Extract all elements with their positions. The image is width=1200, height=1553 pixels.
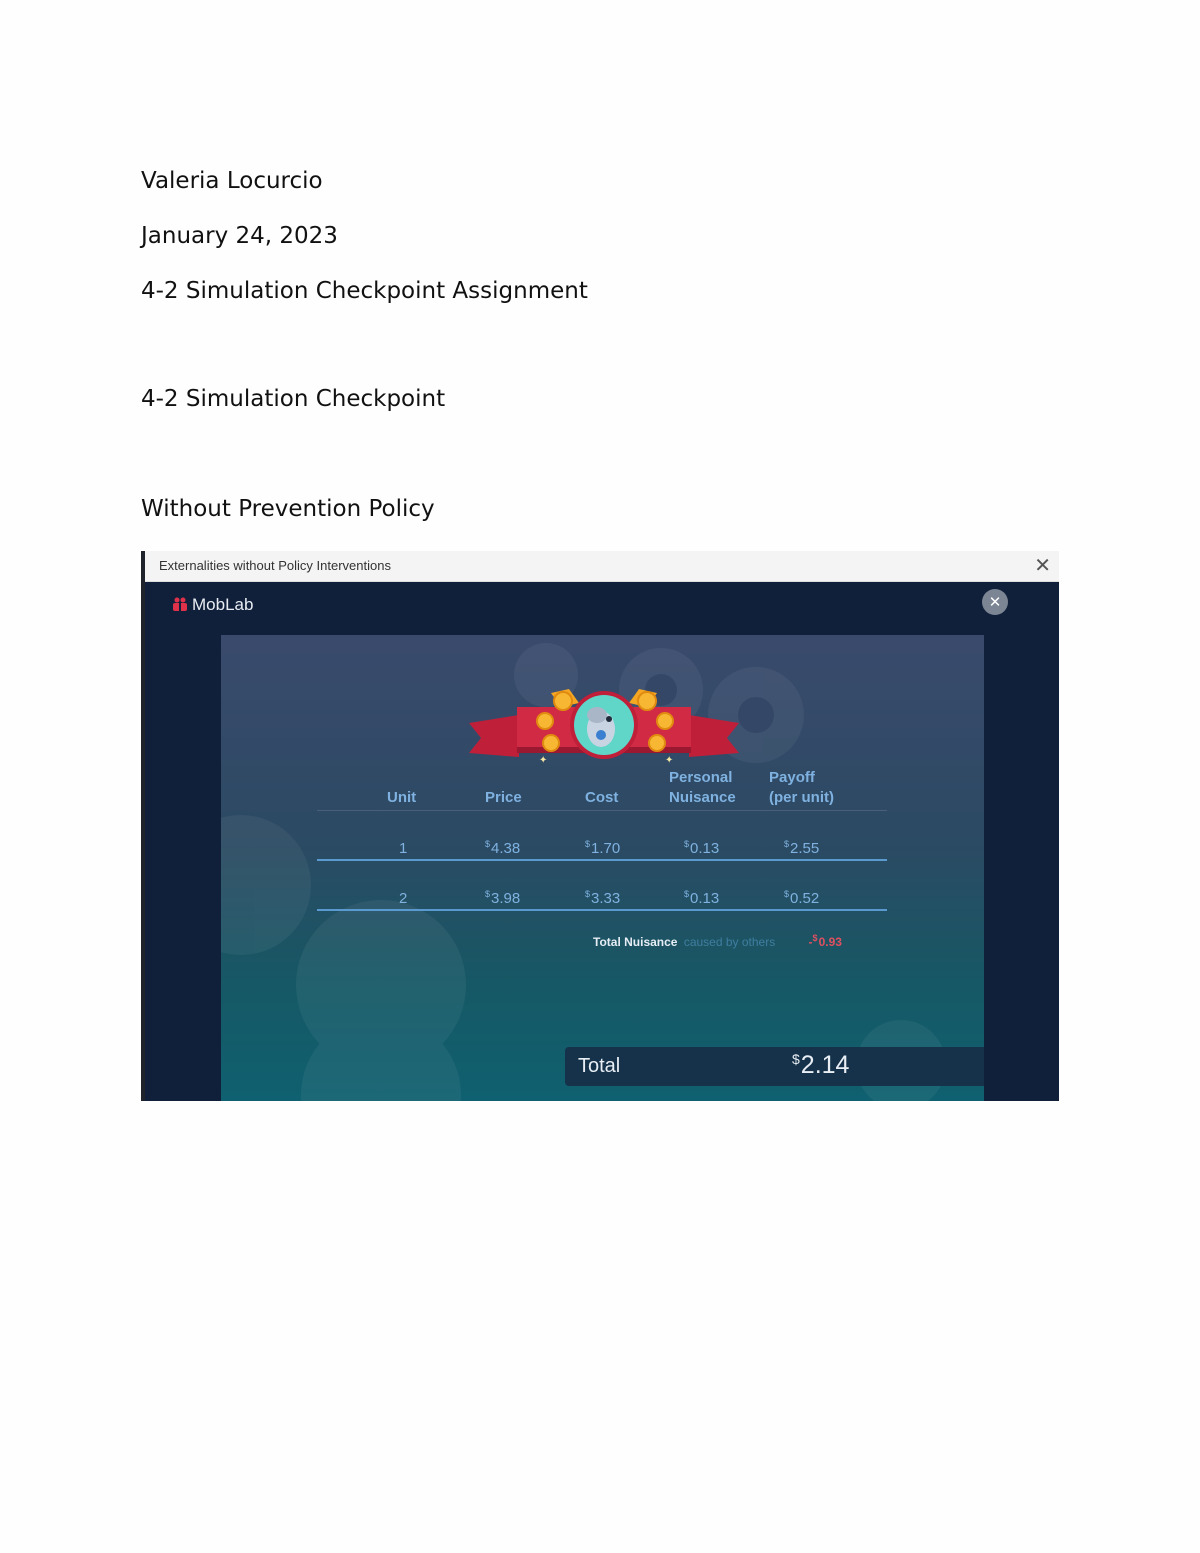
currency-symbol: $: [485, 889, 491, 899]
cell-nuisance: [684, 839, 719, 857]
total-nuisance-value: [809, 935, 842, 949]
author-name: Valeria Locurcio: [141, 168, 323, 194]
cell-price: [485, 889, 520, 907]
table-row: [317, 861, 887, 911]
document-date: January 24, 2023: [141, 223, 338, 249]
price-value: 4.38: [491, 840, 521, 857]
header-nuisance-line2: Nuisance: [669, 789, 736, 806]
close-icon[interactable]: ✕: [1034, 553, 1051, 577]
payoff-value: 0.52: [790, 890, 820, 907]
cell-cost: [585, 889, 620, 907]
cell-unit: 2: [399, 890, 408, 907]
subsection-title: Without Prevention Policy: [141, 496, 435, 522]
currency-symbol: $: [792, 1051, 800, 1067]
currency-symbol: $: [585, 839, 591, 849]
nuisance-value: 0.13: [690, 890, 720, 907]
price-value: 3.98: [491, 890, 521, 907]
cell-cost: [585, 839, 620, 857]
currency-symbol: $: [684, 889, 690, 899]
currency-symbol: $: [784, 839, 790, 849]
cost-value: 3.33: [591, 890, 621, 907]
table-header: [317, 770, 887, 811]
total-nuisance: [593, 933, 842, 949]
svg-text:✦: ✦: [539, 755, 548, 766]
currency-symbol: $: [485, 839, 491, 849]
negative-sign: -: [808, 935, 813, 949]
cell-payoff: [784, 839, 819, 857]
results-panel: [221, 635, 984, 1101]
total-nuisance-label: Total Nuisance: [593, 935, 678, 949]
header-cost: Cost: [585, 789, 619, 806]
moblab-logo-icon: [171, 596, 189, 614]
header-price: Price: [485, 789, 522, 806]
header-payoff: [769, 768, 834, 808]
window-titlebar: [145, 551, 1059, 582]
close-icon: ✕: [988, 593, 1002, 611]
cell-payoff: [784, 889, 819, 907]
nuisance-total-amount: 0.93: [818, 935, 842, 949]
cell-nuisance: [684, 889, 719, 907]
header-payoff-line2: (per unit): [769, 789, 834, 806]
moblab-logo: [171, 595, 253, 615]
header-payoff-line1: Payoff: [769, 769, 815, 786]
currency-symbol: $: [585, 889, 591, 899]
window-title: Externalities without Policy Interventions: [159, 558, 391, 573]
total-label: Total: [578, 1055, 621, 1077]
header-personal-nuisance: [669, 768, 736, 808]
brand-name: MobLab: [192, 595, 254, 614]
svg-text:✦: ✦: [665, 755, 674, 766]
winner-badge-icon: [469, 685, 739, 770]
header-nuisance-line1: Personal: [669, 769, 733, 786]
app-header: [145, 581, 1059, 633]
total-amount: 2.14: [800, 1051, 850, 1079]
currency-symbol: $: [784, 889, 790, 899]
currency-symbol: $: [812, 933, 818, 943]
nuisance-value: 0.13: [690, 840, 720, 857]
close-button[interactable]: [982, 589, 1008, 615]
assignment-title: 4-2 Simulation Checkpoint Assignment: [141, 278, 588, 304]
table-row: [317, 811, 887, 861]
total-nuisance-sublabel: caused by others: [683, 935, 776, 949]
section-title: 4-2 Simulation Checkpoint: [141, 386, 446, 412]
cell-price: [485, 839, 520, 857]
total-bar: [565, 1047, 984, 1086]
simulation-screenshot: [141, 551, 1059, 1101]
results-table: [317, 770, 887, 911]
total-value: [792, 1051, 849, 1080]
payoff-value: 2.55: [790, 840, 820, 857]
header-unit: Unit: [387, 789, 417, 806]
cost-value: 1.70: [591, 840, 621, 857]
currency-symbol: $: [684, 839, 690, 849]
cell-unit: 1: [399, 840, 408, 857]
